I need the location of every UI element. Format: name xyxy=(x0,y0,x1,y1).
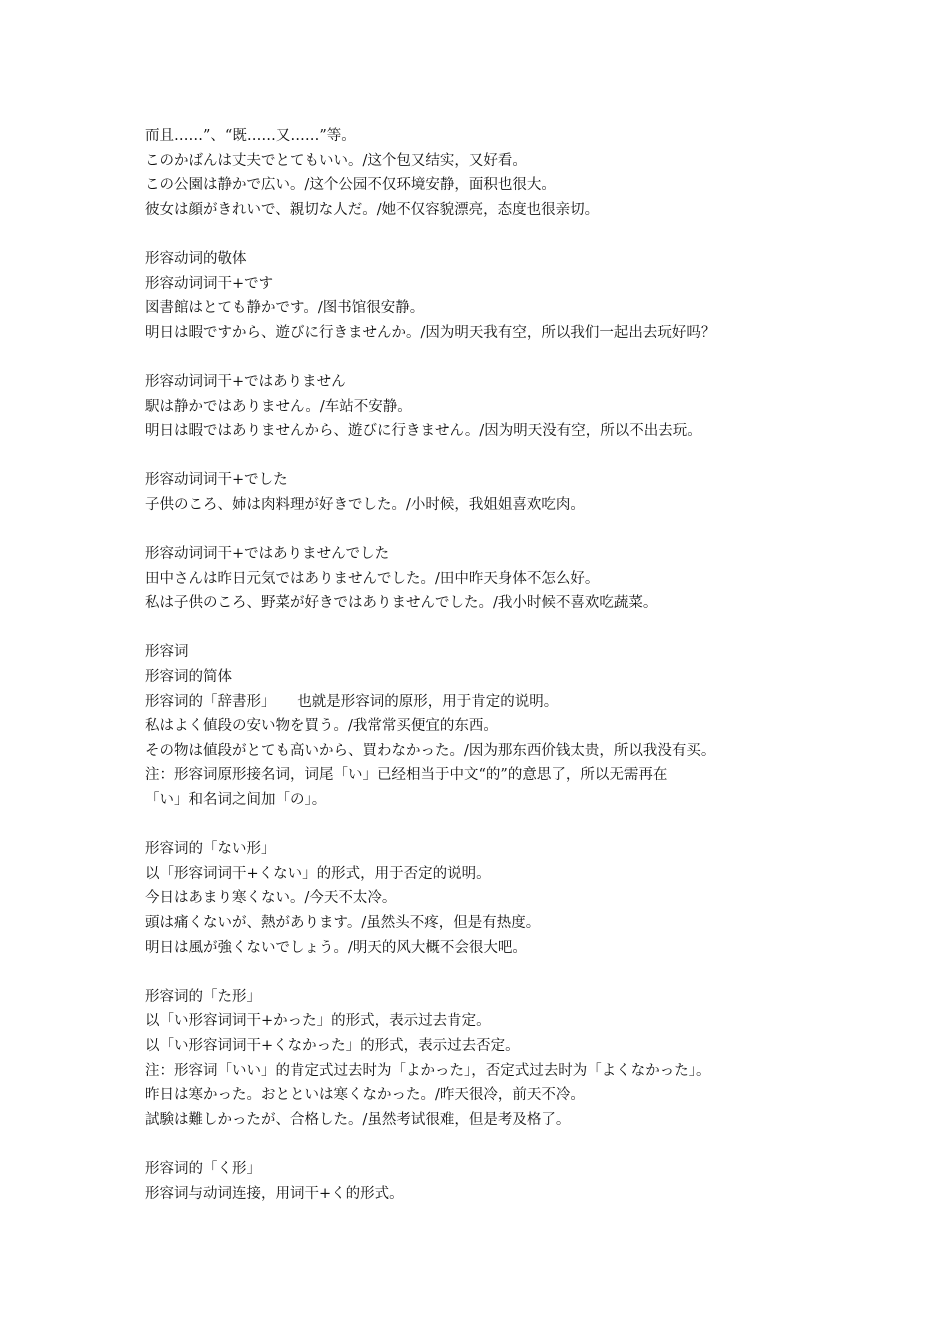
subheading: 形容词的「ない形」 xyxy=(145,841,276,858)
subheading: 形容动词词干+でした xyxy=(145,472,288,489)
text-line: 田中さんは昨日元気ではありませんでした。/田中昨天身体不怎么好。 xyxy=(145,570,600,587)
blank-line xyxy=(145,444,825,469)
blank-line xyxy=(145,1132,825,1157)
subheading: 形容动词词干+ではありませんでした xyxy=(145,546,390,563)
text-line: その物は値段がとても高いから、買わなかった。/因为那东西价钱太贵，所以我没有买。 xyxy=(145,742,716,759)
note-line: 注：形容词「いい」的肯定式过去时为「よかった」，否定式过去时为「よくなかった」。 xyxy=(145,1062,711,1079)
text-line: このかばんは丈夫でとてもいい。/这个包又结实，又好看。 xyxy=(145,152,527,169)
subheading: 形容动词词干+です xyxy=(145,275,274,292)
subheading: 形容词的「た形」 xyxy=(145,988,261,1005)
subheading: 形容词的「く形」 xyxy=(145,1160,261,1177)
note-line: 「い」和名词之间加「の」。 xyxy=(145,792,327,809)
note-line: 注：形容词原形接名词，词尾「い」已经相当于中文“的”的意思了，所以无需再在 xyxy=(145,767,668,784)
text-line: この公園は静かで広い。/这个公园不仅环境安静，面积也很大。 xyxy=(145,177,556,194)
text-line: 而且……”、“既……又……”等。 xyxy=(145,128,356,144)
text-line: 以「形容词词干+くない」的形式，用于否定的说明。 xyxy=(145,865,491,882)
blank-line xyxy=(145,345,825,370)
text-line: 昨日は寒かった。おとといは寒くなかった。/昨天很冷，前天不冷。 xyxy=(145,1087,585,1104)
blank-line xyxy=(145,813,825,838)
text-line: 今日はあまり寒くない。/今天不太冷。 xyxy=(145,890,397,907)
text-line: 形容词与动词连接，用词干+く的形式。 xyxy=(145,1185,404,1202)
text-line: 子供のころ、姉は肉料理が好きでした。/小时候，我姐姐喜欢吃肉。 xyxy=(145,496,585,513)
section-heading: 形容词 xyxy=(145,644,189,661)
blank-line xyxy=(145,616,825,641)
text-line: 明日は暇ですから、遊びに行きませんか。/因为明天我有空，所以我们一起出去玩好吗？ xyxy=(145,324,716,341)
text-line: 以「い形容词词干+くなかった」的形式，表示过去否定。 xyxy=(145,1037,520,1054)
text-line: 以「い形容词词干+かった」的形式，表示过去肯定。 xyxy=(145,1013,491,1030)
text-line: 頭は痛くないが、熱があります。/虽然头不疼，但是有热度。 xyxy=(145,915,541,931)
text-line: 試験は難しかったが、合格した。/虽然考试很难，但是考及格了。 xyxy=(145,1111,571,1128)
blank-line xyxy=(145,518,825,543)
text-line: 私はよく値段の安い物を買う。/我常常买便宜的东西。 xyxy=(145,718,498,735)
blank-line xyxy=(145,222,825,247)
text-line: 私は子供のころ、野菜が好きではありませんでした。/我小时候不喜欢吃蔬菜。 xyxy=(145,595,658,612)
blank-line xyxy=(145,960,825,985)
text-line: 形容词的「辞書形」 也就是形容词的原形，用于肯定的说明。 xyxy=(145,693,559,710)
text-line: 駅は静かではありません。/车站不安静。 xyxy=(145,398,412,415)
text-line: 彼女は顔がきれいで、親切な人だ。/她不仅容貌漂亮，态度也很亲切。 xyxy=(145,201,600,218)
section-heading: 形容动词的敬体 xyxy=(145,250,247,267)
subheading: 形容词的简体 xyxy=(145,669,232,686)
document-body xyxy=(145,124,825,1206)
text-line: 明日は風が強くないでしょう。/明天的风大概不会很大吧。 xyxy=(145,939,527,956)
subheading: 形容动词词干+ではありません xyxy=(145,373,346,390)
text-line: 明日は暇ではありませんから、遊びに行きません。/因为明天没有空，所以不出去玩。 xyxy=(145,423,702,440)
text-line: 図書館はとても静かです。/图书馆很安静。 xyxy=(145,300,425,317)
